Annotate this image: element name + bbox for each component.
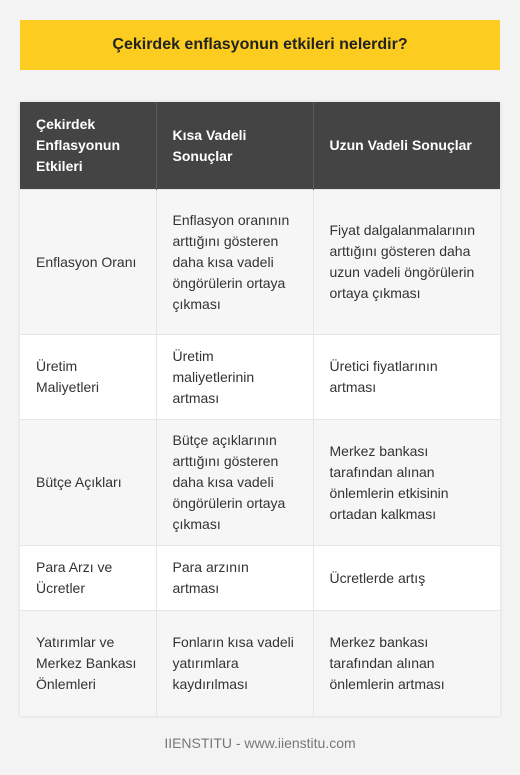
table-cell-long-term: Üretici fiyatlarının artması <box>313 335 500 420</box>
title-banner <box>20 20 500 70</box>
table-cell-effect: Yatırımlar ve Merkez Bankası Önlemleri <box>20 611 156 716</box>
table-cell-short-term: Fonların kısa vadeli yatırımlara kaydırılması <box>156 611 313 716</box>
table-cell-effect: Üretim Maliyetleri <box>20 335 156 420</box>
table-cell-short-term: Bütçe açıklarının arttığını gösteren daha kısa vadeli öngörülerin ortaya çıkması <box>156 420 313 546</box>
table-cell-long-term: Ücretlerde artış <box>313 546 500 611</box>
table-cell-short-term: Enflasyon oranının arttığını gösteren daha kısa vadeli öngörülerin ortaya çıkması <box>156 190 313 335</box>
table-row <box>20 546 500 611</box>
table-cell-effect: Bütçe Açıkları <box>20 420 156 546</box>
table-cell-long-term: Merkez bankası tarafından alınan önlemlerin etkisinin ortadan kalkması <box>313 420 500 546</box>
effects-table-container <box>20 102 500 716</box>
table-row <box>20 420 500 546</box>
table-header-row <box>20 102 500 190</box>
table-row <box>20 611 500 716</box>
table-cell-long-term: Merkez bankası tarafından alınan önlemlerin artması <box>313 611 500 716</box>
page-title: Çekirdek enflasyonun etkileri nelerdir? <box>112 36 408 53</box>
table-cell-long-term: Fiyat dalgalanmalarının arttığını gösteren daha uzun vadeli öngörülerin ortaya çıkması <box>313 190 500 335</box>
table-cell-short-term: Üretim maliyetlerinin artması <box>156 335 313 420</box>
table-row <box>20 335 500 420</box>
footer-credit: IIENSTITU - www.iienstitu.com <box>164 735 356 751</box>
effects-table <box>20 102 500 716</box>
column-header-long-term: Uzun Vadeli Sonuçlar <box>313 102 500 190</box>
column-header-short-term: Kısa Vadeli Sonuçlar <box>156 102 313 190</box>
column-header-effects: Çekirdek Enflasyonun Etkileri <box>20 102 156 190</box>
table-cell-short-term: Para arzının artması <box>156 546 313 611</box>
table-row <box>20 190 500 335</box>
table-cell-effect: Para Arzı ve Ücretler <box>20 546 156 611</box>
table-cell-effect: Enflasyon Oranı <box>20 190 156 335</box>
